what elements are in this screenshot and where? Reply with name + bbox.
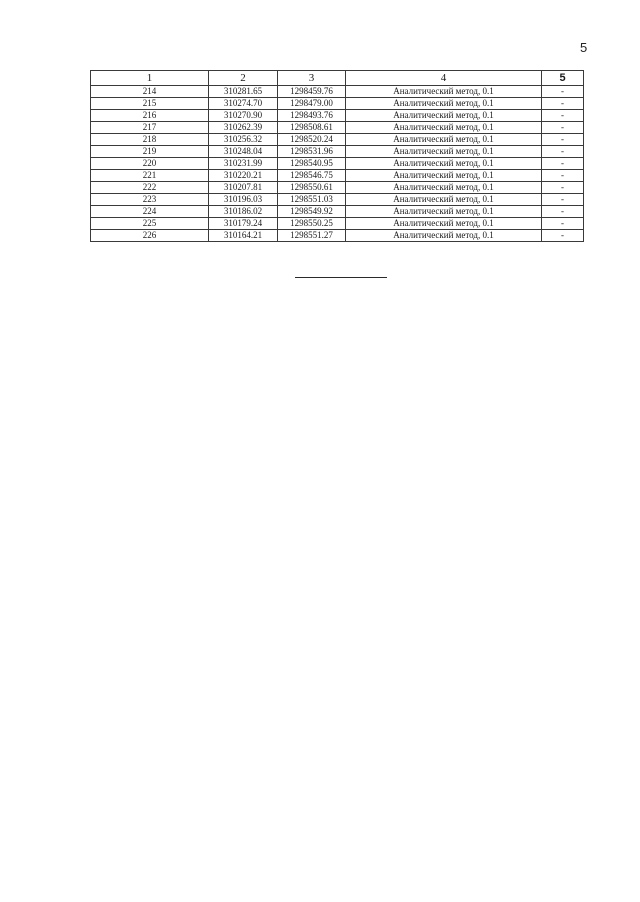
- table-row: [91, 110, 584, 122]
- y-coordinate-cell: 1298550.25: [278, 218, 346, 230]
- table-row: [91, 98, 584, 110]
- point-number-cell: 224: [91, 206, 209, 218]
- x-coordinate-cell: 310231.99: [209, 158, 278, 170]
- y-coordinate-cell: 1298551.27: [278, 230, 346, 242]
- coordinates-table: [90, 70, 584, 242]
- x-coordinate-cell: 310248.04: [209, 146, 278, 158]
- note-cell: -: [542, 98, 584, 110]
- point-number-cell: 225: [91, 218, 209, 230]
- table-row: [91, 146, 584, 158]
- method-cell: Аналитический метод, 0.1: [346, 170, 542, 182]
- note-cell: -: [542, 206, 584, 218]
- x-coordinate-cell: 310186.02: [209, 206, 278, 218]
- table-header-row: [91, 71, 584, 86]
- y-coordinate-cell: 1298551.03: [278, 194, 346, 206]
- table-row: [91, 194, 584, 206]
- x-coordinate-cell: 310164.21: [209, 230, 278, 242]
- note-cell: -: [542, 218, 584, 230]
- method-cell: Аналитический метод, 0.1: [346, 218, 542, 230]
- method-cell: Аналитический метод, 0.1: [346, 86, 542, 98]
- note-cell: -: [542, 170, 584, 182]
- page-number: 5: [580, 40, 588, 55]
- column-header-5: 5: [542, 71, 584, 86]
- table-row: [91, 182, 584, 194]
- y-coordinate-cell: 1298459.76: [278, 86, 346, 98]
- x-coordinate-cell: 310270.90: [209, 110, 278, 122]
- y-coordinate-cell: 1298479.00: [278, 98, 346, 110]
- table-row: [91, 122, 584, 134]
- point-number-cell: 218: [91, 134, 209, 146]
- method-cell: Аналитический метод, 0.1: [346, 206, 542, 218]
- x-coordinate-cell: 310220.21: [209, 170, 278, 182]
- method-cell: Аналитический метод, 0.1: [346, 146, 542, 158]
- point-number-cell: 217: [91, 122, 209, 134]
- point-number-cell: 219: [91, 146, 209, 158]
- note-cell: -: [542, 110, 584, 122]
- method-cell: Аналитический метод, 0.1: [346, 230, 542, 242]
- table-row: [91, 170, 584, 182]
- point-number-cell: 223: [91, 194, 209, 206]
- method-cell: Аналитический метод, 0.1: [346, 98, 542, 110]
- y-coordinate-cell: 1298549.92: [278, 206, 346, 218]
- x-coordinate-cell: 310196.03: [209, 194, 278, 206]
- method-cell: Аналитический метод, 0.1: [346, 122, 542, 134]
- method-cell: Аналитический метод, 0.1: [346, 194, 542, 206]
- point-number-cell: 220: [91, 158, 209, 170]
- method-cell: Аналитический метод, 0.1: [346, 134, 542, 146]
- x-coordinate-cell: 310281.65: [209, 86, 278, 98]
- y-coordinate-cell: 1298531.96: [278, 146, 346, 158]
- table-row: [91, 86, 584, 98]
- note-cell: -: [542, 158, 584, 170]
- note-cell: -: [542, 122, 584, 134]
- y-coordinate-cell: 1298493.76: [278, 110, 346, 122]
- y-coordinate-cell: 1298508.61: [278, 122, 346, 134]
- table-row: [91, 218, 584, 230]
- x-coordinate-cell: 310274.70: [209, 98, 278, 110]
- note-cell: -: [542, 230, 584, 242]
- point-number-cell: 216: [91, 110, 209, 122]
- y-coordinate-cell: 1298550.61: [278, 182, 346, 194]
- point-number-cell: 214: [91, 86, 209, 98]
- point-number-cell: 222: [91, 182, 209, 194]
- end-of-table-rule: [295, 277, 387, 278]
- note-cell: -: [542, 134, 584, 146]
- x-coordinate-cell: 310262.39: [209, 122, 278, 134]
- point-number-cell: 226: [91, 230, 209, 242]
- note-cell: -: [542, 146, 584, 158]
- x-coordinate-cell: 310179.24: [209, 218, 278, 230]
- table-row: [91, 134, 584, 146]
- note-cell: -: [542, 182, 584, 194]
- y-coordinate-cell: 1298546.75: [278, 170, 346, 182]
- method-cell: Аналитический метод, 0.1: [346, 158, 542, 170]
- coordinates-table-body: [91, 71, 584, 242]
- column-header-4: 4: [346, 71, 542, 86]
- column-header-1: 1: [91, 71, 209, 86]
- table-row: [91, 230, 584, 242]
- table-row: [91, 158, 584, 170]
- y-coordinate-cell: 1298540.95: [278, 158, 346, 170]
- column-header-3: 3: [278, 71, 346, 86]
- method-cell: Аналитический метод, 0.1: [346, 110, 542, 122]
- y-coordinate-cell: 1298520.24: [278, 134, 346, 146]
- point-number-cell: 221: [91, 170, 209, 182]
- note-cell: -: [542, 194, 584, 206]
- point-number-cell: 215: [91, 98, 209, 110]
- table-row: [91, 206, 584, 218]
- note-cell: -: [542, 86, 584, 98]
- x-coordinate-cell: 310207.81: [209, 182, 278, 194]
- x-coordinate-cell: 310256.32: [209, 134, 278, 146]
- method-cell: Аналитический метод, 0.1: [346, 182, 542, 194]
- column-header-2: 2: [209, 71, 278, 86]
